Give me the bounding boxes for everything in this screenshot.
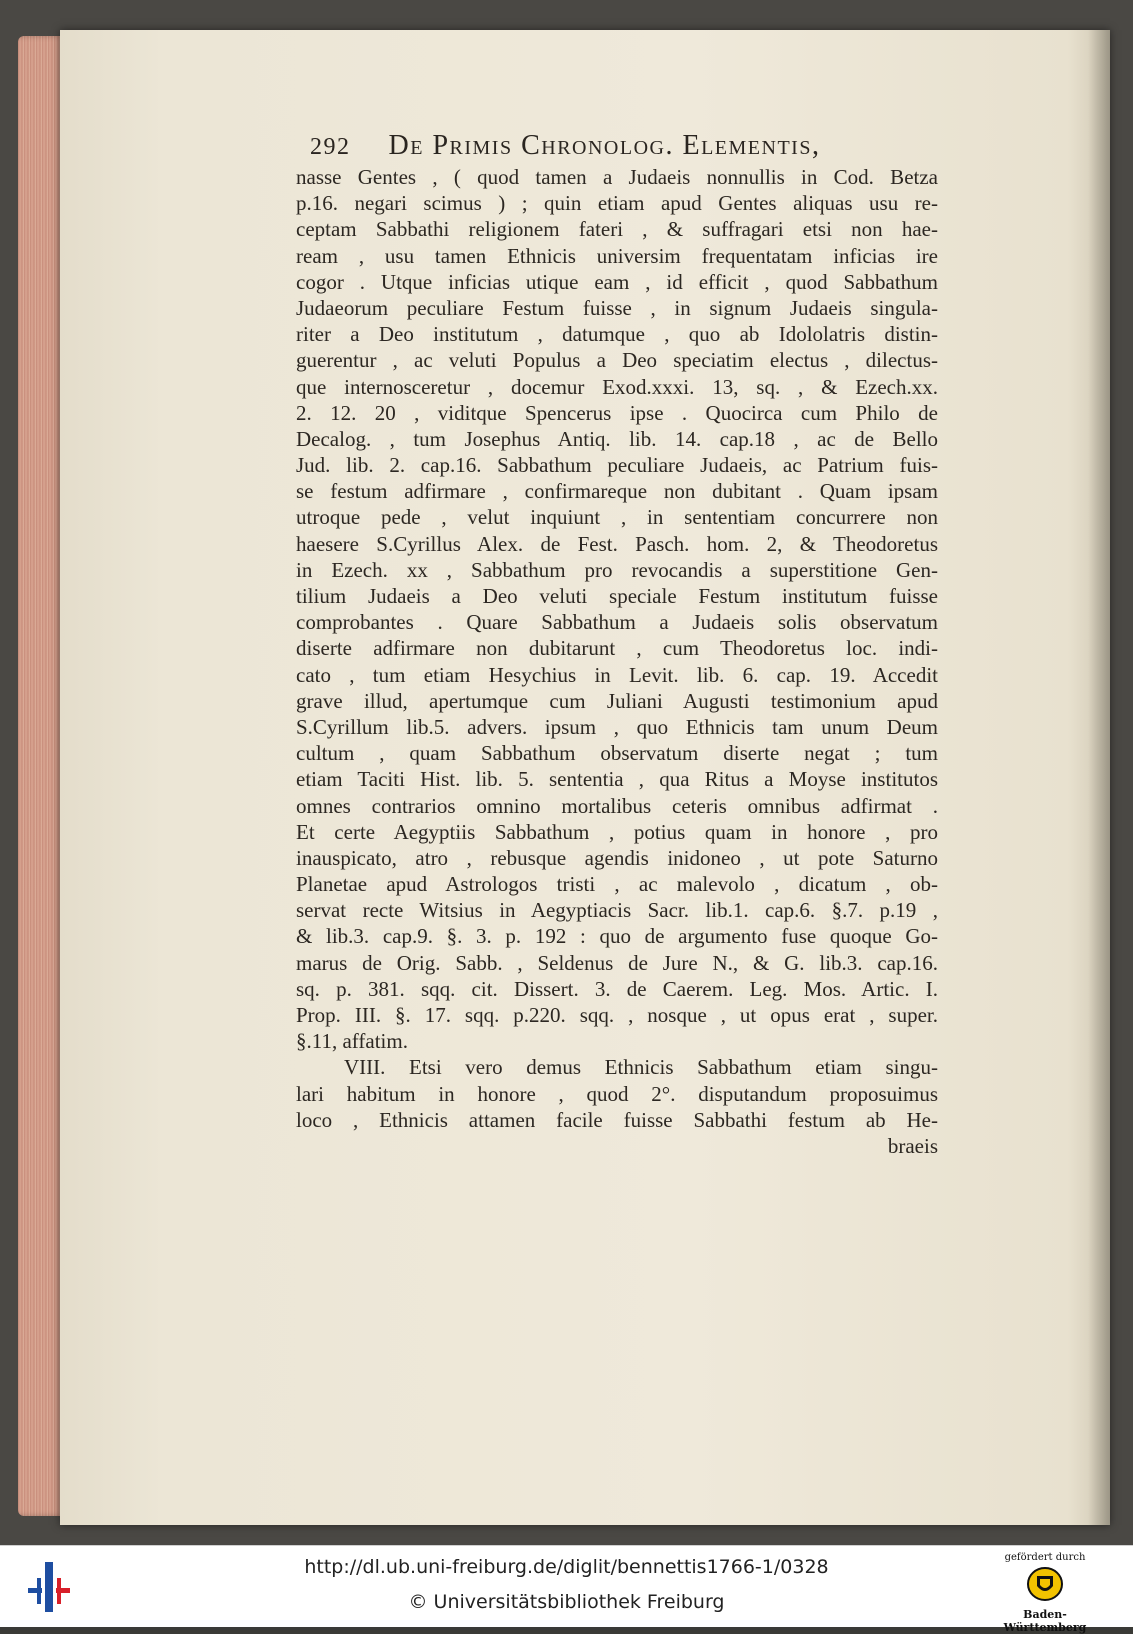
text-line: VIII. Etsi vero demus Ethnicis Sabbathum etiam singu- — [344, 1055, 938, 1080]
text-line: riter a Deo institutum , datumque , quo ab Idololatris distin- — [296, 322, 938, 347]
text-line: & lib.3. cap.9. §. 3. p. 192 : quo de argumento fuse quoque Go- — [296, 924, 938, 949]
text-line: Planetae apud Astrologos tristi , ac malevolo , dicatum , ob- — [296, 872, 938, 897]
text-line: servat recte Witsius in Aegyptiacis Sacr. lib.1. cap.6. §.7. p.19 , — [296, 898, 938, 923]
catchword: braeis — [887, 1133, 938, 1158]
sponsor-block — [985, 1552, 1105, 1634]
text-line: diserte adfirmare non dubitarunt , cum Theodoretus loc. indi- — [296, 636, 938, 661]
text-line: Judaeorum peculiare Festum fuisse , in signum Judaeis singula- — [296, 295, 938, 320]
text-line: §.11, affatim. — [296, 1029, 408, 1054]
body-text — [296, 164, 938, 1159]
text-line: guerentur , ac veluti Populus a Deo speciatim electus , dilectus- — [296, 348, 938, 373]
copyright-notice: © Universitätsbibliothek Freiburg — [408, 1591, 725, 1613]
text-line: comprobantes . Quare Sabbathum a Judaeis solis observatum — [296, 610, 938, 635]
text-line: in Ezech. xx , Sabbathum pro revocandis a superstitione Gen- — [296, 557, 938, 582]
sponsor-label: gefördert durch — [1004, 1552, 1086, 1563]
text-line: cogor . Utque inficias utique eam , id efficit , quod Sabbathum — [296, 269, 938, 294]
page-number: 292 — [310, 134, 351, 160]
text-line: utroque pede , velut inquiunt , in sententiam concurrere non — [296, 505, 938, 530]
text-line: S.Cyrillum lib.5. advers. ipsum , quo Ethnicis tam unum Deum — [296, 714, 938, 739]
text-line: Et certe Aegyptiis Sabbathum , potius quam in honore , pro — [296, 819, 938, 844]
text-line: omnes contrarios omnino mortalibus ceteris omnibus adfirmat . — [296, 793, 938, 818]
coat-of-arms-icon — [1025, 1566, 1065, 1602]
text-line: etiam Taciti Hist. lib. 5. sententia , qua Ritus a Moyse institutos — [296, 767, 938, 792]
text-line: que internosceretur , docemur Exod.xxxi. 13, sq. , & Ezech.xx. — [296, 374, 938, 399]
page-gutter — [1088, 30, 1110, 1525]
text-line: marus de Orig. Sabb. , Seldenus de Jure N., & G. lib.3. cap.16. — [296, 950, 938, 975]
permalink-url[interactable]: http://dl.ub.uni-freiburg.de/diglit/bennettis1766-1/0328 — [304, 1556, 829, 1578]
text-line: Jud. lib. 2. cap.16. Sabbathum peculiare Judaeis, ac Patrium fuis- — [296, 453, 938, 478]
text-line: Prop. III. §. 17. sqq. p.220. sqq. , nosque , ut opus erat , super. — [296, 1003, 938, 1027]
text-line: se festum adfirmare , confirmareque non dubitant . Quam ipsam — [296, 479, 938, 504]
text-line: inauspicato, atro , rebusque agendis inidoneo , ut pote Saturno — [296, 845, 938, 870]
text-line: lari habitum in honore , quod 2°. disputandum proposuimus — [296, 1081, 938, 1106]
page-edges — [18, 36, 64, 1516]
text-line: cato , tum etiam Hesychius in Levit. lib. 6. cap. 19. Accedit — [296, 662, 938, 687]
text-line: Decalog. , tum Josephus Antiq. lib. 14. cap.18 , ac de Bello — [296, 426, 938, 451]
text-line: loco , Ethnicis attamen facile fuisse Sabbathi festum ab He- — [296, 1107, 938, 1132]
text-line: tilium Judaeis a Deo veluti speciale Festum institutum fuisse — [296, 584, 938, 608]
text-line: cultum , quam Sabbathum observatum diserte negat ; tum — [296, 741, 938, 766]
running-title: De Primis Chronolog. Elementis, — [388, 130, 821, 161]
viewer-footer — [0, 1545, 1133, 1634]
text-line: grave illud, apertumque cum Juliani Augusti testimonium apud — [296, 688, 938, 713]
text-line: 2. 12. 20 , viditque Spencerus ipse . Quocirca cum Philo de — [296, 400, 938, 425]
text-line: sq. p. 381. sqq. cit. Dissert. 3. de Caerem. Leg. Mos. Artic. I. — [296, 976, 938, 1001]
sponsor-name: Baden-Württemberg — [1003, 1608, 1087, 1634]
text-line: ream , usu tamen Ethnicis universim frequentatam inficias ire — [296, 243, 938, 268]
text-line: ceptam Sabbathi religionem fateri , & suffragari etsi non hae- — [296, 217, 938, 242]
text-line: p.16. negari scimus ) ; quin etiam apud Gentes aliquas usu re- — [296, 191, 938, 216]
text-line: nasse Gentes , ( quod tamen a Judaeis nonnullis in Cod. Betza — [296, 165, 938, 189]
text-line: haesere S.Cyrillus Alex. de Fest. Pasch. hom. 2, & Theodoretus — [296, 531, 938, 556]
